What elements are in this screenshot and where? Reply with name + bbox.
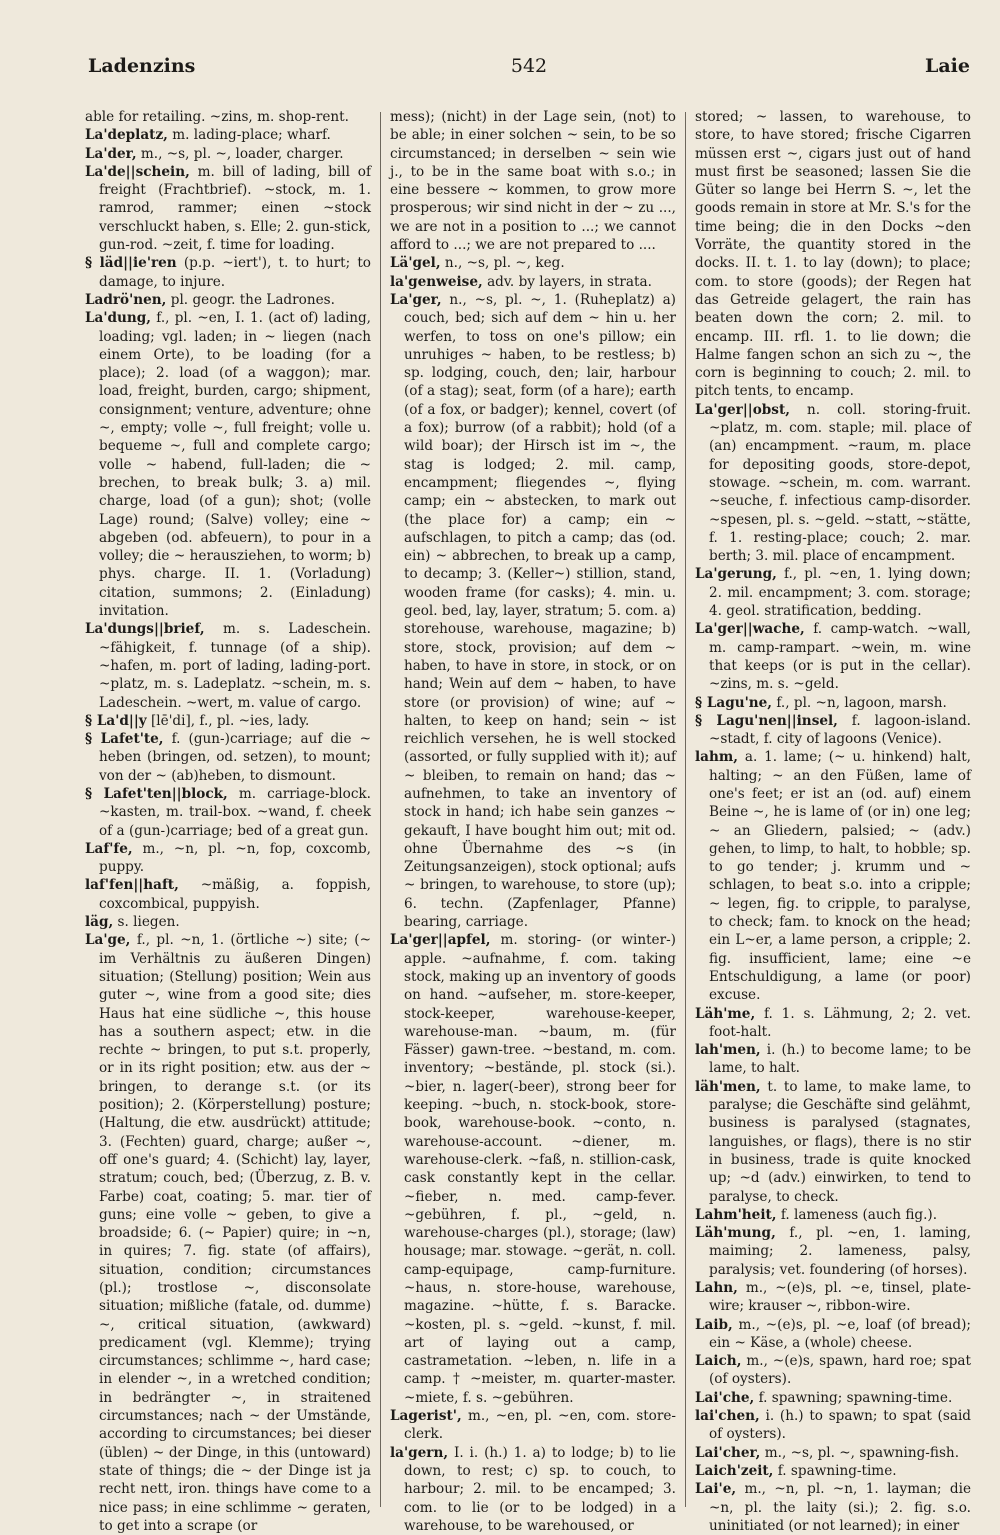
dictionary-entry <box>695 565 971 620</box>
entry-definition: f. lameness (auch fig.). <box>780 1206 938 1223</box>
dictionary-entry <box>390 108 676 254</box>
entry-headword: Lai'che, <box>695 1389 755 1406</box>
running-head-right: Laie <box>925 55 970 77</box>
dictionary-entry <box>695 620 971 693</box>
entry-headword: La'ger||wache, <box>695 621 805 638</box>
dictionary-entry <box>85 108 371 126</box>
entry-definition: m., ~en, pl. ~en, com. store-clerk. <box>404 1408 676 1443</box>
entry-headword: Lahn, <box>695 1280 738 1296</box>
entry-definition: m. storing- (or winter-) apple. ~aufnahme, f. com. taking stock, making up an inventory of goods on hand. ~aufseher, m. store-keeper, stock-keeper, warehouse-keeper, warehouse-man. ~baum, m. (für Fässer) gawn-tree. ~bestand, m. com. inventory; ~bestände, pl. stock (si.). ~bier, n. lager(-beer), strong beer for keeping. ~buch, n. stock-book, store-book, warehouse-book. ~conto, n. warehouse-account. ~diener, m. warehouse-clerk. ~faß, n. stillion-cask, cask constantly kept in the cellar. ~fieber, n. med. camp-fever. ~gebühren, f. pl., ~geld, n. warehouse-charges (pl.), storage; (law) housage; mar. stowage. ~gerät, n. coll. camp-equipage, camp-furniture. ~haus, n. store-house, warehouse, magazine. ~hütte, f. s. Baracke. ~kosten, pl. s. ~geld. ~kunst, f. mil. art of laying out a camp, castrametation. ~leben, n. life in a camp. † ~meister, m. quarter-master. ~miete, f. s. ~gebühren. <box>404 932 676 1406</box>
dictionary-entry <box>695 1206 971 1224</box>
column-2 <box>390 108 676 1534</box>
column-divider <box>685 112 686 1507</box>
dictionary-entry <box>390 931 676 1407</box>
entry-definition: m. carriage-block. ~kasten, m. trail-box. ~wand, f. cheek of a (gun-)carriage; bed of a great gun. <box>99 785 371 839</box>
entry-definition: m., ~(e)s, pl. ~e, tinsel, plate-wire; krauser ~, ribbon-wire. <box>709 1280 971 1315</box>
entry-definition: able for retailing. ~zins, m. shop-rent. <box>85 109 349 125</box>
dictionary-entry <box>695 1462 971 1480</box>
entry-headword: lahm, <box>695 749 738 766</box>
dictionary-entry <box>85 876 371 913</box>
dictionary-entry <box>695 1352 971 1389</box>
entry-headword: Lai'cher, <box>695 1444 761 1461</box>
entry-headword: § Lagu'ne, <box>695 694 773 711</box>
entry-headword: § läd||ie'ren <box>85 255 177 272</box>
page-header <box>88 55 970 89</box>
dictionary-entry <box>390 1444 676 1535</box>
entry-definition: m., ~(e)s, spawn, hard roe; spat (of oysters). <box>709 1353 971 1388</box>
entry-definition: pl. geogr. the Ladrones. <box>170 291 335 308</box>
dictionary-entry <box>695 1480 971 1535</box>
entry-definition: n. coll. storing-fruit. ~platz, m. com. staple; mil. place of (an) encampment. ~raum, m. place for depositing goods, store-depot, stowage. ~schein, m. com. warrant. ~seuche, f. infectious camp-disorder. ~spesen, pl. s. ~geld. ~statt, ~stätte, f. 1. resting-place; couch; 2. mar. berth; 3. mil. place of encampment. <box>709 401 971 565</box>
entry-headword: La'der, <box>85 145 137 162</box>
dictionary-entry <box>695 1444 971 1462</box>
page-number: 542 <box>510 55 548 77</box>
entry-headword: lai'chen, <box>695 1408 760 1425</box>
dictionary-entry <box>85 931 371 1535</box>
entry-headword: la'genweise, <box>390 273 483 290</box>
entry-headword: Lagerist', <box>390 1408 462 1425</box>
entry-definition: n., ~s, pl. ~, keg. <box>444 255 565 272</box>
dictionary-entry <box>695 1224 971 1279</box>
entry-definition: f. lagoon-island. ~stadt, f. city of lagoons (Venice). <box>709 712 971 748</box>
entry-headword: Lai'e, <box>695 1481 737 1498</box>
dictionary-entry <box>85 730 371 785</box>
dictionary-entry <box>85 163 371 254</box>
entry-headword: § Lagu'nen||insel, <box>695 712 838 729</box>
entry-definition: m., ~n, pl. ~n, 1. layman; die ~n, pl. the laity (si.); 2. fig. s.o. uninitiated (or not learned); in einer <box>709 1481 971 1534</box>
entry-headword: Ladrö'nen, <box>85 291 167 308</box>
entry-definition: f. 1. s. Lähmung, 2; 2. vet. foot-halt. <box>709 1005 971 1040</box>
entry-definition: f. (gun-)carriage; auf die ~ heben (bringen, od. setzen), to mount; von der ~ (ab)heben, to dismount. <box>99 731 371 784</box>
column-1 <box>85 108 372 1534</box>
entry-headword: § Lafet'ten||block, <box>85 785 228 802</box>
entry-headword: La'ger, <box>390 291 442 308</box>
dictionary-entry <box>695 748 971 1004</box>
dictionary-entry <box>390 1407 676 1444</box>
entry-headword: La'ge, <box>85 932 131 949</box>
entry-headword: Lä'gel, <box>390 255 441 272</box>
column-3 <box>695 108 972 1534</box>
dictionary-entry <box>85 712 371 730</box>
entry-headword: La'ger||apfel, <box>390 932 491 949</box>
dictionary-entry <box>695 694 971 712</box>
entry-headword: La'ger||obst, <box>695 401 790 418</box>
dictionary-entry <box>390 291 676 931</box>
dictionary-entry <box>85 840 371 877</box>
entry-definition: stored; ~ lassen, to warehouse, to store, to have stored; frische Cigarren müssen erst ~, cigars just out of hand must first be seasoned; lassen Sie die Güter so lange bei Herrn S. ~, let the goods remain in store at Mr. S.'s for the time being; die in den Docks ~den Vorräte, the quantity stored in the docks. II. t. 1. to lay (down); to place; com. to store (goods); der Regen hat das Getreide gelagert, the rain has beaten down the corn; 2. mil. to encamp. III. rfl. 1. to lie down; die Halme fangen schon an sich zu ~, the corn is beginning to couch; 2. mil. to pitch tents, to encamp. <box>695 109 971 400</box>
running-head-left: Ladenzins <box>88 55 196 77</box>
entry-headword: Laf'fe, <box>85 840 133 857</box>
entry-definition: m. s. Ladeschein. ~fähigkeit, f. tunnage (of a ship). ~hafen, m. port of lading, lading-port. ~platz, m. s. Ladeplatz. ~schein, m. s. Ladeschein. ~wert, m. value of cargo. <box>99 621 372 711</box>
entry-headword: Läh'me, <box>695 1005 756 1022</box>
dictionary-entry <box>85 620 371 711</box>
entry-definition: (p.p. ~iert'), t. to hurt; to damage, to injure. <box>99 255 371 290</box>
entry-headword: Laib, <box>695 1316 733 1333</box>
dictionary-entry <box>390 273 676 291</box>
entry-definition: i. (h.) to spawn; to spat (said of oysters). <box>709 1408 971 1443</box>
entry-definition: mess); (nicht) in der Lage sein, (not) to be able; in einer solchen ~ sein, to be so circumstanced; in derselben ~ sein wie j., to be in the same boat with s.o.; in eine bessere ~ kommen, to grow more prosperous; wir sind nicht in der ~ zu ..., we are not in a position to ...; we cannot afford to ...; we are not prepared to .... <box>390 109 676 254</box>
entry-definition: m., ~s, pl. ~, loader, charger. <box>140 145 344 162</box>
dictionary-entry <box>85 126 371 144</box>
dictionary-entry <box>85 309 371 620</box>
entry-headword: lah'men, <box>695 1042 761 1059</box>
entry-definition: n., ~s, pl. ~, 1. (Ruheplatz) a) couch, bed; sich auf dem ~ hin u. her werfen, to toss on one's pillow; ein unruhiges ~ haben, to be restless; b) sp. lodging, couch, den; lair, harbour (of a stag); seat, form (of a hare); earth (of a fox, or badger); kennel, covert (of a fox); burrow (of a rabbit); hold (of a wild boar); der Hirsch ist im ~, the stag is lodged; 2. mil. camp, encampment; fliegendes ~, flying camp; ein ~ abstecken, to mark out (the place for) a camp; ein ~ aufschlagen, to pitch a camp; das (od. ein) ~ abbrechen, to break up a camp, to decamp; 3. (Keller~) stillion, stand, wooden frame (for casks); 4. min. u. geol. bed, lay, layer, stratum; 5. com. a) storehouse, warehouse, magazine; b) store, stock, provision; auf dem ~ haben, to have in store, in stock, or on hand; Wein auf dem ~ haben, to have store (or provision) of wine; auf ~ halten, to keep on hand; sein ~ ist reichlich versehen, he is well stocked (assorted, or fully supplied with it); auf ~ bleiben, to remain on hand; das ~ aufnehmen, to take an inventory of stock in hand; ich habe sein ganzes ~ gekauft, I have bought him out; mit od. ohne Übernahme des ~s (in Zeitungsanzeigen), stock optional; aufs ~ bringen, to warehouse, to store (up); 6. techn. (Zapfenlager, Pfanne) bearing, carriage. <box>404 291 676 931</box>
entry-headword: La'de||schein, <box>85 163 190 180</box>
entry-headword: läg, <box>85 914 114 931</box>
entry-headword: La'dungs||brief, <box>85 621 205 638</box>
entry-definition: f., pl. ~n, 1. (örtliche ~) site; (~ im Verhältnis zu äußeren Dingen) situation; (Stellung) position; Wein aus guter ~, wine from a good site; dies Haus hat eine südliche ~, this house has a southern aspect; etw. in die rechte ~ bringen, to put s.t. properly, or in its right position; etw. aus der ~ bringen, to derange s.t. (or its position); 2. (Körperstellung) posture; (Haltung, die etw. ausdrückt) attitude; 3. (Fechten) guard, charge; außer ~, off one's guard; 4. (Schicht) lay, layer, stratum; couch, bed; (Überzug, z. B. v. Farbe) coat, coating; 5. mar. tier of guns; eine volle ~ geben, to give a broadside; 6. (~ Papier) quire; in ~n, in quires; 7. fig. state (of affairs), situation, condition; circumstances (pl.); trostlose ~, disconsolate situation; mißliche (fatale, od. dumme) ~, critical situation, (awkward) predicament (vgl. Klemme); trying circumstances; schlimme ~, hard case; in elender ~, in a wretched condition; in bedrängter ~, in straitened circumstances; nach ~ der Umstände, according to circumstances; bei dieser (üblen) ~ der Dinge, in this (untoward) state of things; die ~ der Dinge ist ja recht nett, iron. things have come to a nice pass; in eine schlimme ~ geraten, to get into a scrape (or <box>99 932 371 1534</box>
entry-headword: Läh'mung, <box>695 1225 776 1242</box>
entry-definition: m., ~n, pl. ~n, fop, coxcomb, puppy. <box>99 840 371 876</box>
entry-definition: adv. by layers, in strata. <box>487 273 652 290</box>
entry-definition: m., ~(e)s, pl. ~e, loaf (of bread); ein ~ Käse, a (whole) cheese. <box>709 1316 971 1351</box>
entry-definition: m. lading-place; wharf. <box>172 127 331 144</box>
dictionary-entry <box>695 1407 971 1444</box>
dictionary-entry <box>390 254 676 272</box>
entry-headword: La'gerung, <box>695 566 777 583</box>
entry-definition: a. 1. lame; (~ u. hinkend) halt, halting; ~ an den Füßen, lame of one's feet; er ist an (od. auf) einem Beine ~, he is lame of (or in) one leg; ~ an Gliedern, palsied; ~ (adv.) gehen, to limp, to halt, to hobble; sp. to go tender; j. krumm und ~ schlagen, to beat s.o. into a cripple; ~ legen, fig. to cripple, to paralyse, to check; fam. to knock on the head; ein L~er, a lame person, a cripple; 2. fig. insufficient, lame; eine ~e Entschuldigung, a lame (or poor) excuse. <box>709 749 971 1004</box>
column-divider <box>380 112 381 1507</box>
entry-definition: f., pl. ~en, 1. laming, maiming; 2. lameness, palsy, paralysis; vet. foundering (of horses). <box>709 1225 972 1278</box>
entry-headword: § La'd||y <box>85 712 147 729</box>
entry-definition: f., pl. ~en, I. 1. (act of) lading, loading; vgl. laden; in ~ liegen (nach einem Orte), to be loading (for a place); 2. load (of a waggon); mar. load, freight, burden, cargo; shipment, consignment; venture, adventure; ohne ~, empty; volle ~, full freight; volle u. bequeme ~, full and complete cargo; volle ~ habend, full-laden; die ~ brechen, to break bulk; 3. a) mil. charge, load (of a gun); shot; (volle Lage) round; (Salve) volley; eine ~ abgeben (od. abfeuern), to pour in a volley; die ~ herausziehen, to worm; b) phys. charge. II. 1. (Vorladung) citation, summons; 2. (Einladung) invitation. <box>99 310 371 620</box>
dictionary-entry <box>695 712 971 749</box>
entry-definition: f., pl. ~en, 1. lying down; 2. mil. encampment; 3. com. storage; 4. geol. stratification, bedding. <box>709 566 971 620</box>
entry-definition: f. spawning-time. <box>777 1462 897 1479</box>
dictionary-entry <box>695 1041 971 1078</box>
dictionary-entry <box>85 254 371 291</box>
dictionary-entry <box>695 1389 971 1407</box>
entry-headword: la'gern, <box>390 1444 449 1461</box>
entry-definition: m., ~s, pl. ~, spawning-fish. <box>764 1444 960 1461</box>
entry-headword: Lahm'heit, <box>695 1206 777 1223</box>
dictionary-entry <box>695 1005 971 1042</box>
entry-definition: i. (h.) to become lame; to be lame, to halt. <box>709 1042 972 1077</box>
entry-definition: f. camp-watch. ~wall, m. camp-rampart. ~wein, m. wine that keeps (or is put in the cellar). ~zins, m. s. ~geld. <box>709 621 971 693</box>
dictionary-entry <box>695 1316 971 1353</box>
entry-definition: t. to lame, to make lame, to paralyse; die Geschäfte sind gelähmt, business is paralysed (stagnates, languishes, or flags), there is no stir in business, trade is quite knocked up; ~d (adv.) einwirken, to tend to paralyse, to check. <box>709 1078 971 1205</box>
entry-headword: laf'fen||haft, <box>85 877 179 894</box>
dictionary-entry <box>695 401 971 566</box>
entry-definition: I. i. (h.) 1. a) to lodge; b) to lie down, to rest; c) sp. to couch, to harbour; 2. mil. to be encamped; 3. com. to lie (or to be lodged) in a warehouse, to be warehoused, or <box>404 1444 676 1534</box>
entry-definition: m. bill of lading, bill of freight (Frachtbrief). ~stock, m. 1. ramrod, rammer; einen ~stock verschluckt haben, s. Elle; 2. gun-stick, gun-rod. ~zeit, f. time for loading. <box>99 163 371 254</box>
entry-definition: ~mäßig, a. foppish, coxcombical, puppyish. <box>99 877 371 912</box>
entry-definition: f. spawning; spawning-time. <box>758 1389 953 1406</box>
entry-definition: f., pl. ~n, lagoon, marsh. <box>776 694 947 711</box>
entry-headword: La'deplatz, <box>85 127 168 144</box>
entry-definition: [lē'di], f., pl. ~ies, lady. <box>151 712 310 729</box>
dictionary-entry <box>85 785 371 840</box>
dictionary-entry <box>695 1078 971 1206</box>
dictionary-entry <box>85 913 371 931</box>
entry-headword: Laich'zeit, <box>695 1462 774 1479</box>
dictionary-entry <box>695 108 971 401</box>
dictionary-entry <box>85 291 371 309</box>
dictionary-entry <box>695 1279 971 1316</box>
entry-headword: Laich, <box>695 1353 742 1370</box>
entry-definition: s. liegen. <box>117 914 180 931</box>
dictionary-entry <box>85 145 371 163</box>
dictionary-columns <box>85 108 972 1534</box>
entry-headword: § Lafet'te, <box>85 731 164 748</box>
entry-headword: La'dung, <box>85 310 152 327</box>
entry-headword: läh'men, <box>695 1078 761 1095</box>
